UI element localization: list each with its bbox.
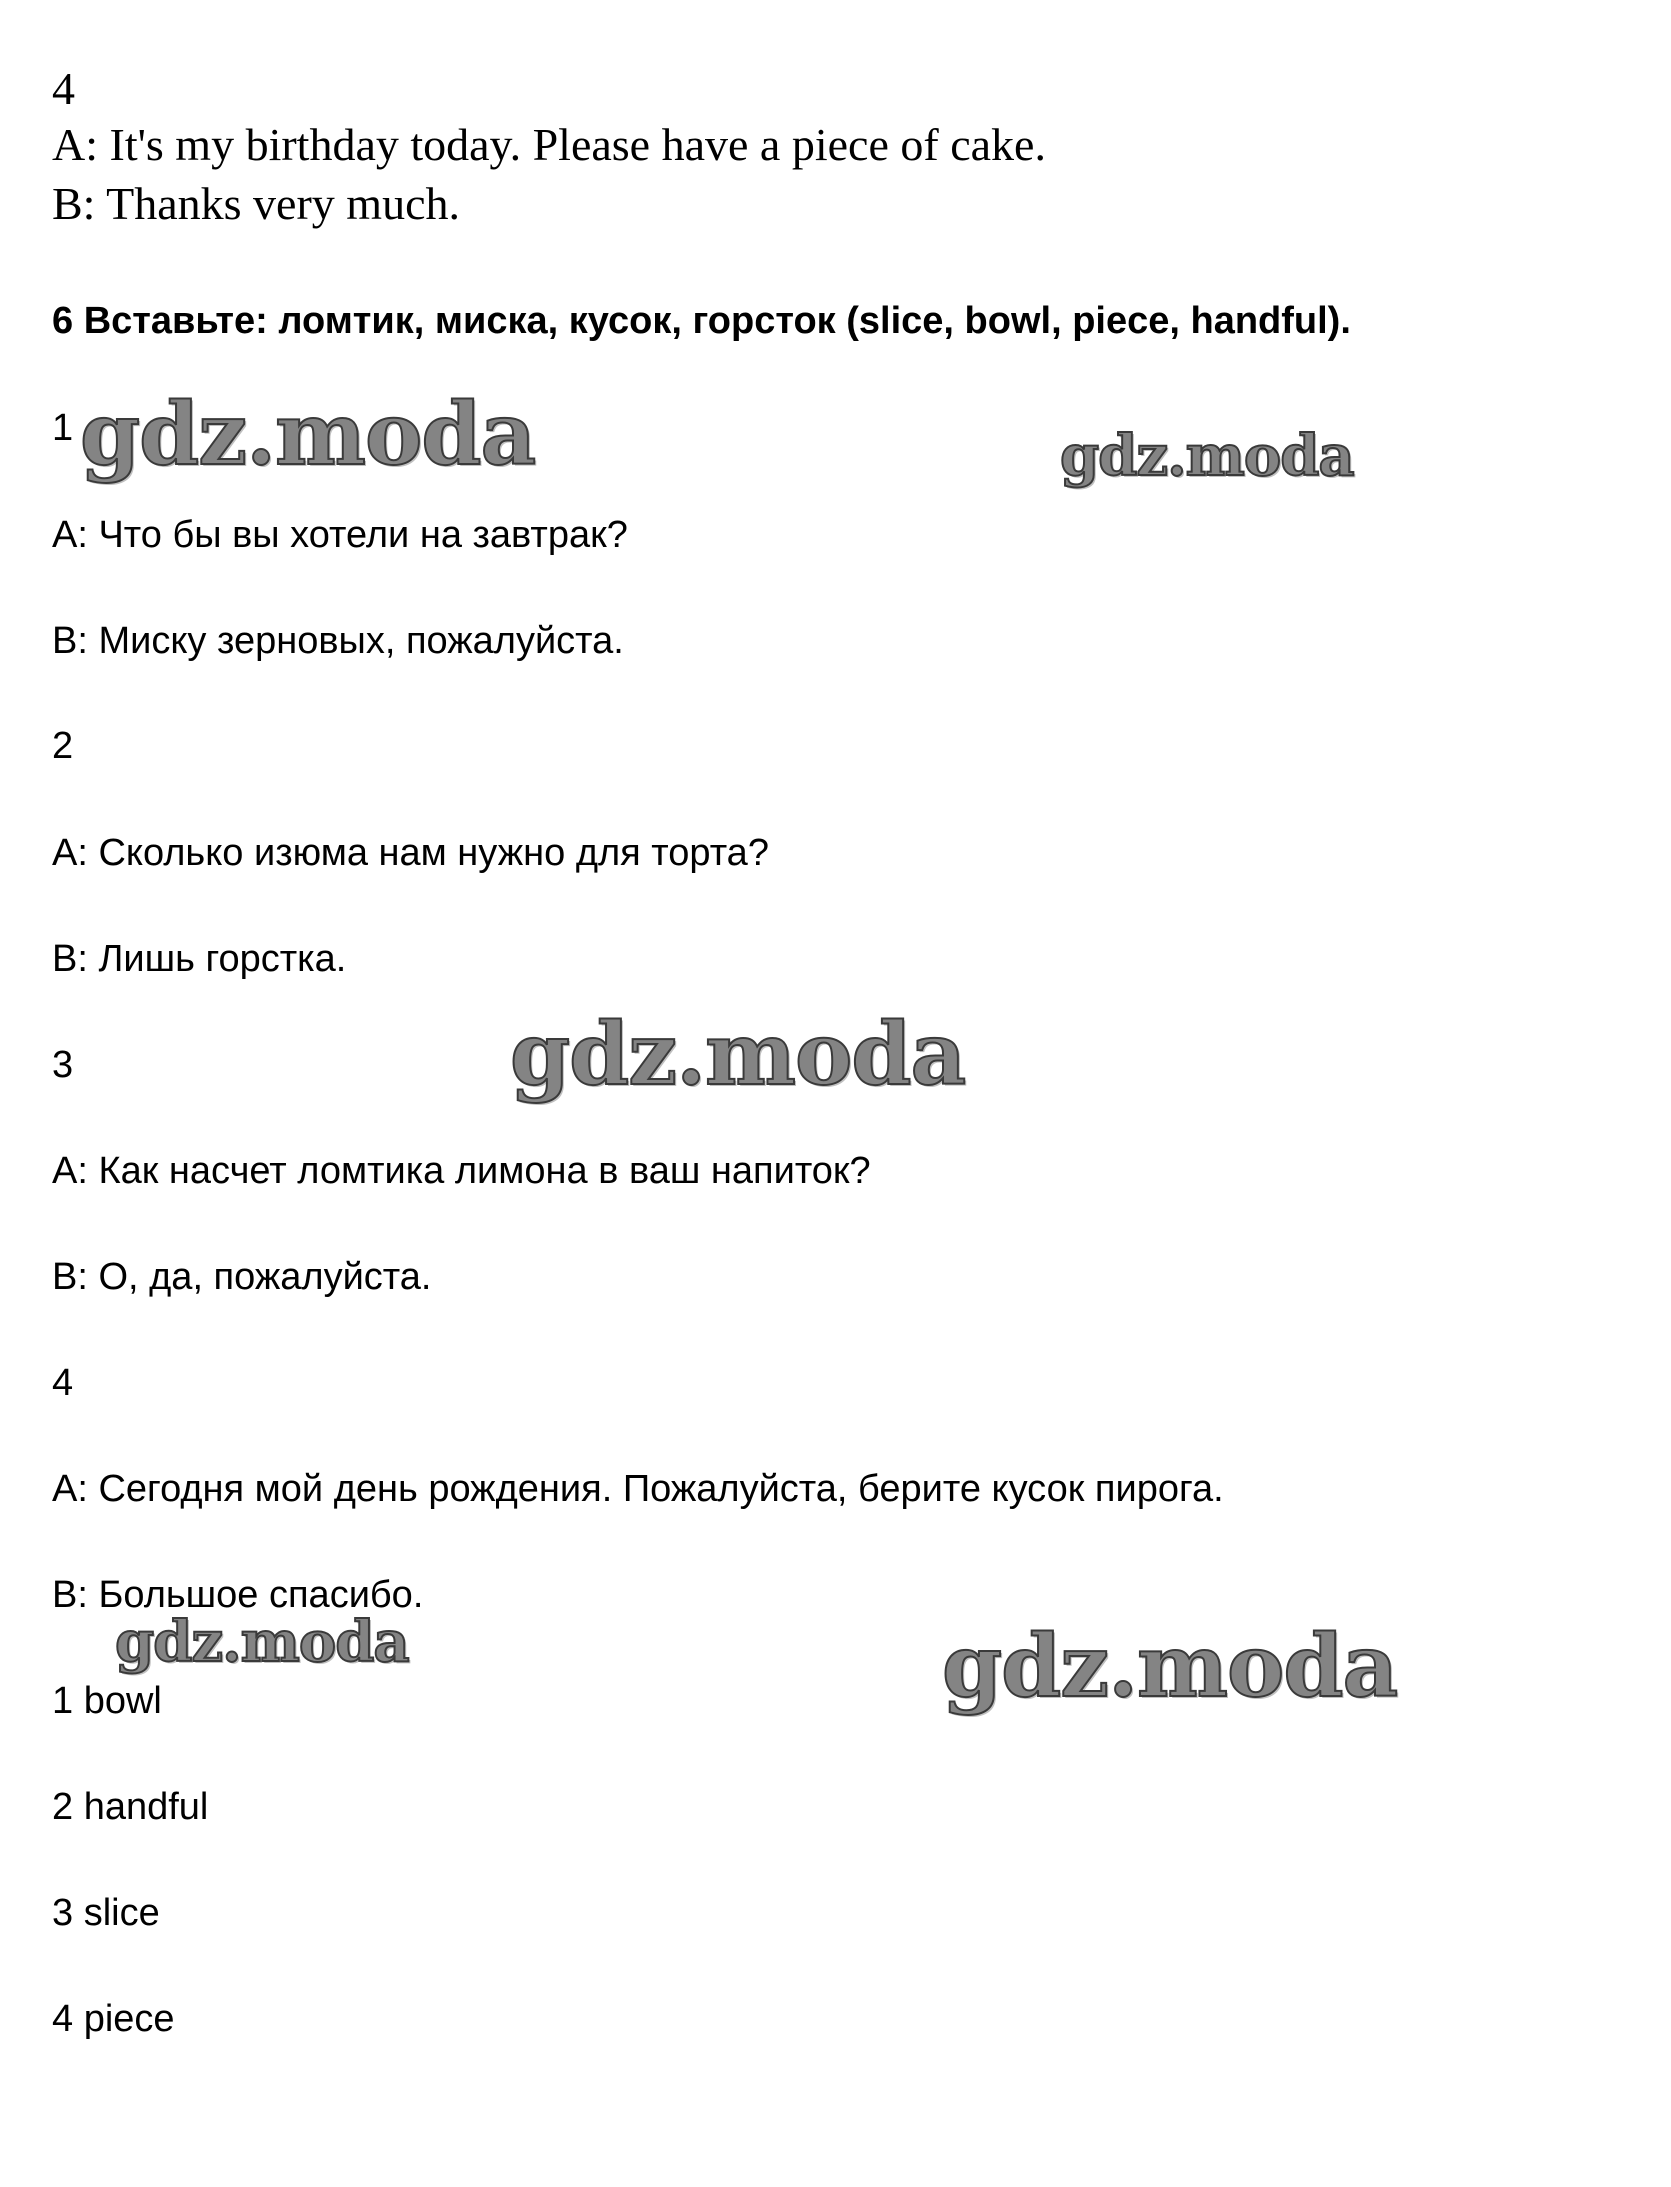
answer-item: 4 piece <box>52 1998 175 2040</box>
dialogue-line-a: A: Сколько изюма нам нужно для торта? <box>52 832 769 874</box>
answer-item: 2 handful <box>52 1786 209 1828</box>
watermark-logo: gdz.moda <box>1060 423 1354 489</box>
answer-item: 1 bowl <box>52 1680 162 1722</box>
watermark-logo: gdz.moda <box>510 1004 966 1105</box>
exercise-heading: 6 Вставьте: ломтик, миска, кусок, горсток (slice, bowl, piece, handful). <box>52 300 1351 342</box>
prev-dialogue-number: 4 <box>52 63 75 114</box>
dialogue-number: 4 <box>52 1362 74 1404</box>
dialogue-number: 1 <box>52 407 74 449</box>
prev-dialogue-line-b: B: Thanks very much. <box>52 178 460 229</box>
dialogue-line-a: A: Что бы вы хотели на завтрак? <box>52 514 628 556</box>
dialogue-line-b: B: Лишь горстка. <box>52 938 347 980</box>
watermark-logo: gdz.moda <box>942 1616 1398 1717</box>
dialogue-number: 2 <box>52 725 74 767</box>
dialogue-line-a: A: Как насчет ломтика лимона в ваш напиток? <box>52 1150 871 1192</box>
dialogue-line-b: B: Миску зерновых, пожалуйста. <box>52 620 624 662</box>
dialogue-number: 3 <box>52 1044 74 1086</box>
answer-item: 3 slice <box>52 1892 160 1934</box>
dialogue-line-b: B: Большое спасибо. <box>52 1574 424 1616</box>
watermark-logo: gdz.moda <box>80 384 536 485</box>
dialogue-line-b: B: О, да, пожалуйста. <box>52 1256 432 1298</box>
prev-dialogue-line-a: A: It's my birthday today. Please have a piece of cake. <box>52 119 1046 170</box>
watermark-logo: gdz.moda <box>115 1609 409 1675</box>
dialogue-line-a: A: Сегодня мой день рождения. Пожалуйста, берите кусок пирога. <box>52 1468 1224 1510</box>
